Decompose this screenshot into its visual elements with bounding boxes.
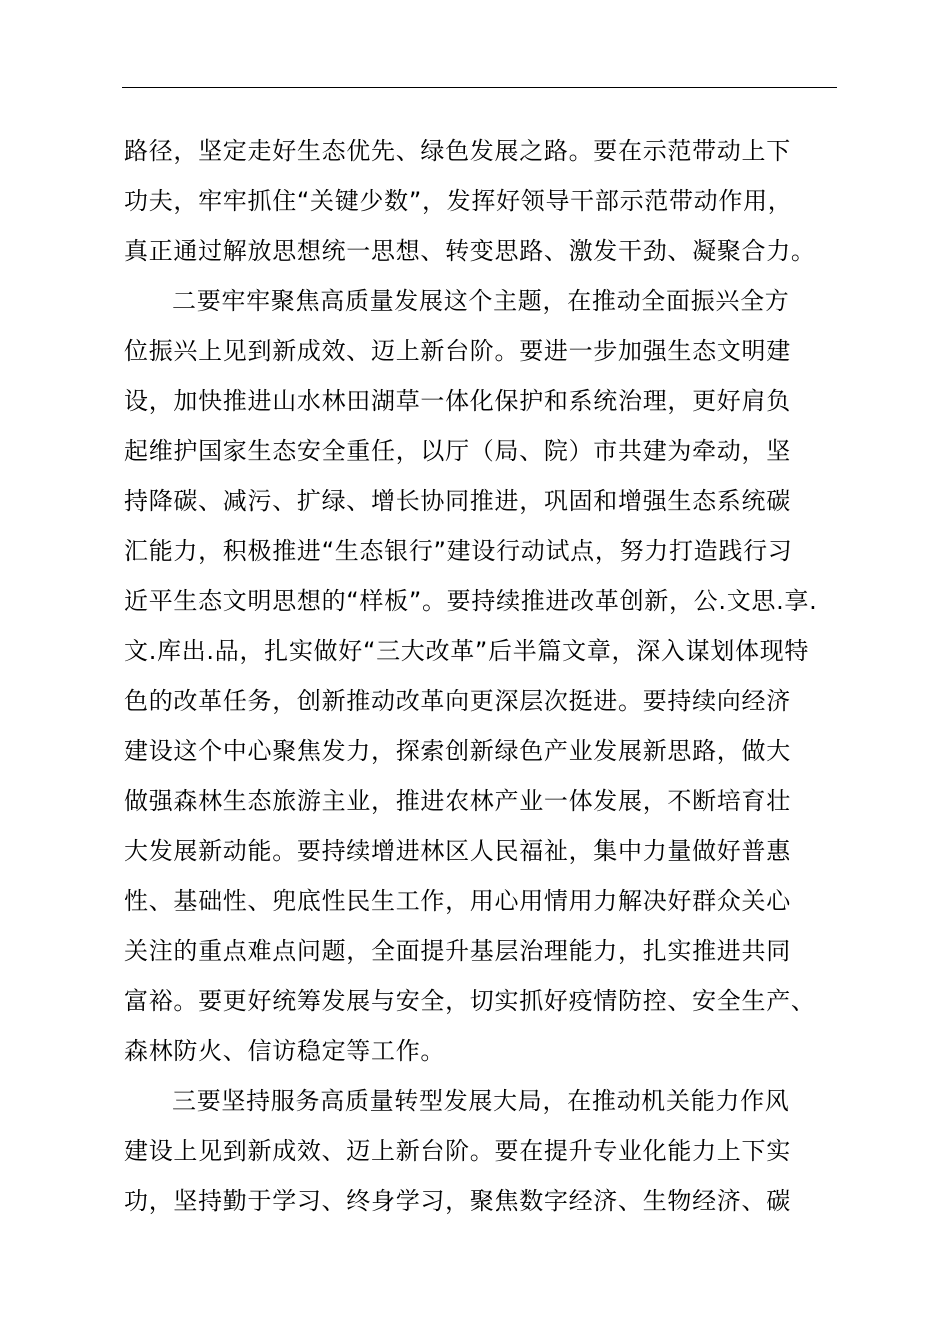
text-line: 富裕。要更好统筹发展与安全，切实抓好疫情防控、安全生产、 <box>124 987 816 1015</box>
text-line: 汇能力，积极推进“生态银行”建设行动试点，努力打造践行习 <box>124 537 793 565</box>
text-line: 起维护国家生态安全重任，以厅（局、院）市共建为牵动，坚 <box>124 437 791 465</box>
text-line: 大发展新动能。要持续增进林区人民福祉，集中力量做好普惠 <box>124 837 791 865</box>
text-line: 关注的重点难点问题，全面提升基层治理能力，扎实推进共同 <box>124 937 791 965</box>
text-line: 近平生态文明思想的“样板”。要持续推进改革创新，公.文思.享. <box>124 587 818 615</box>
text-line: 设，加快推进山水林田湖草一体化保护和系统治理，更好肩负 <box>124 387 791 415</box>
paragraph-start-line: 三要坚持服务高质量转型发展大局，在推动机关能力作风 <box>172 1087 790 1115</box>
text-line: 真正通过解放思想统一思想、转变思路、激发干劲、凝聚合力。 <box>124 237 816 265</box>
text-line: 功夫，牢牢抓住“关键少数”，发挥好领导干部示范带动作用， <box>124 187 793 215</box>
text-line: 持降碳、减污、扩绿、增长协同推进，巩固和增强生态系统碳 <box>124 487 791 515</box>
paragraph-start-line: 二要牢牢聚焦高质量发展这个主题，在推动全面振兴全方 <box>172 287 790 315</box>
header-rule <box>122 87 837 88</box>
text-line: 建设上见到新成效、迈上新台阶。要在提升专业化能力上下实 <box>124 1137 791 1165</box>
text-line: 位振兴上见到新成效、迈上新台阶。要进一步加强生态文明建 <box>124 337 791 365</box>
text-line: 森林防火、信访稳定等工作。 <box>124 1037 446 1065</box>
text-line: 路径，坚定走好生态优先、绿色发展之路。要在示范带动上下 <box>124 137 791 165</box>
text-line: 建设这个中心聚焦发力，探索创新绿色产业发展新思路，做大 <box>124 737 791 765</box>
text-line: 性、基础性、兜底性民生工作，用心用情用力解决好群众关心 <box>124 887 791 915</box>
text-line: 色的改革任务，创新推动改革向更深层次挺进。要持续向经济 <box>124 687 791 715</box>
text-line: 文.库出.品，扎实做好“三大改革”后半篇文章，深入谋划体现特 <box>124 637 810 665</box>
text-line: 功，坚持勤于学习、终身学习，聚焦数字经济、生物经济、碳 <box>124 1187 791 1215</box>
document-body <box>124 126 874 1226</box>
text-line: 做强森林生态旅游主业，推进农林产业一体发展，不断培育壮 <box>124 787 791 815</box>
